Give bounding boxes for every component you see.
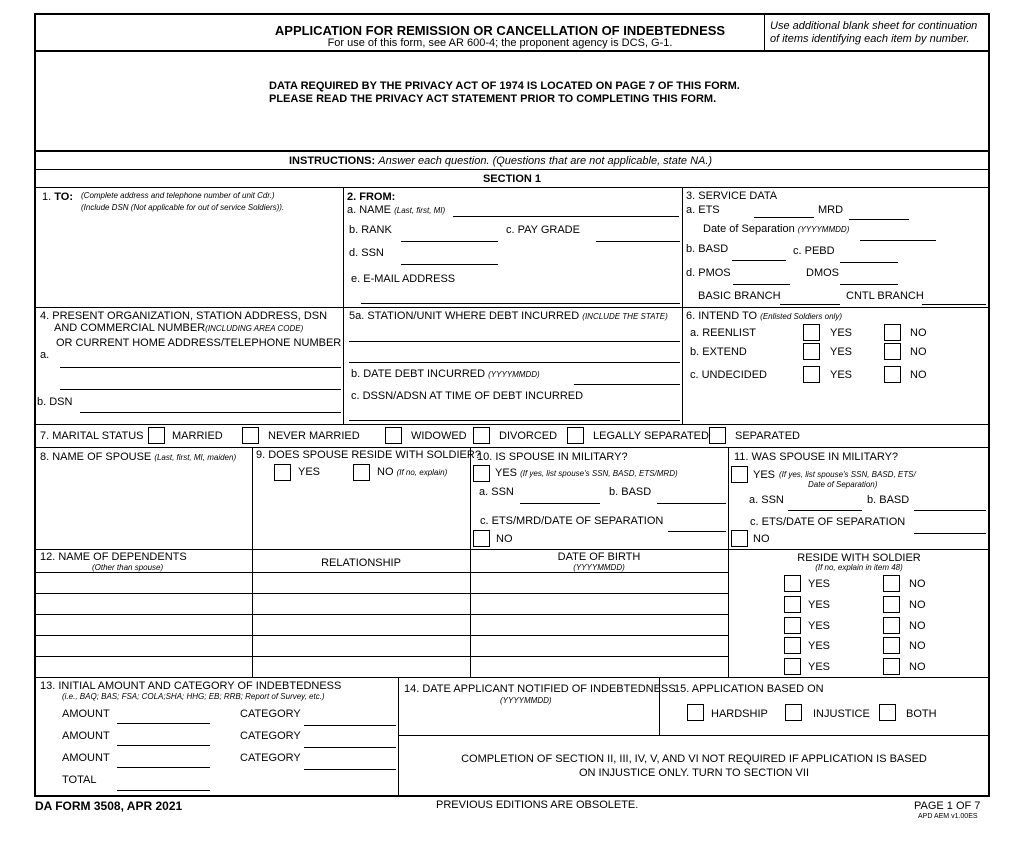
pmos-field[interactable] [733,284,790,285]
extend-no-checkbox[interactable] [884,343,901,360]
undecided-no-label: NO [910,369,927,381]
item8-label: 8. NAME OF SPOUSE (Last, first, MI, maiden) [40,451,237,463]
item2d-label: d. SSN [349,247,384,259]
ets-field[interactable] [754,217,814,218]
item2-label: 2. FROM: [347,191,396,203]
item13-label: 13. INITIAL AMOUNT AND CATEGORY OF INDEBTEDNESS [40,680,342,692]
category3-field[interactable] [304,769,396,770]
dsn-field[interactable] [80,412,341,413]
spouse-reside-no-label: NO (If no, explain) [377,466,448,478]
rank-field[interactable] [401,241,498,242]
item1-note2: (Include DSN (Not applicable for out of service Soldiers)). [81,203,285,212]
item11-note2: Date of Separation) [808,480,878,489]
item12-note: (Other than spouse) [92,563,164,572]
item3c-label: c. PEBD [793,245,835,257]
name-field[interactable] [453,216,679,217]
category1-field[interactable] [304,725,396,726]
page-number: PAGE 1 OF 7 [914,800,981,812]
item12-label: 12. NAME OF DEPENDENTS [40,551,187,563]
former-spouse-ssn-field[interactable] [788,510,862,511]
married-checkbox[interactable] [148,427,165,444]
item11b-label: b. BASD [867,494,910,506]
dependent5-reside-yes-checkbox[interactable] [784,658,801,675]
item14-note: (YYYYMMDD) [500,696,552,705]
dependent2-yes-label: YES [808,599,831,611]
dssn-field[interactable] [349,420,680,421]
former-spouse-sep-field[interactable] [914,533,986,534]
spouse-military-yes-label: YES (If yes, list spouse's SSN, BASD, ETS/MRD) [495,467,678,479]
dependent3-reside-no-checkbox[interactable] [883,617,900,634]
category2-field[interactable] [304,747,396,748]
ssn-field[interactable] [401,264,498,265]
dependent4-yes-label: YES [808,640,831,652]
item10-label: 10. IS SPOUSE IN MILITARY? [477,451,628,463]
dependent2-no-label: NO [909,599,926,611]
dependent5-reside-no-checkbox[interactable] [883,658,900,675]
dependent3-yes-label: YES [808,620,831,632]
never-married-label: NEVER MARRIED [268,430,360,442]
item4b-label: b. DSN [37,396,73,408]
legally-separated-label: LEGALLY SEPARATED [593,430,709,442]
item11c-label: c. ETS/DATE OF SEPARATION [750,516,906,528]
amount2-field[interactable] [117,745,210,746]
item4-line2: AND COMMERCIAL NUMBER(INCLUDING AREA CODE) [54,322,304,334]
amount2-label: AMOUNT [62,730,110,742]
pebd-field[interactable] [840,262,898,263]
item11a-label: a. SSN [749,494,784,506]
married-label: MARRIED [172,430,223,442]
spouse-was-military-yes-checkbox[interactable] [731,466,748,483]
item13-note: (i.e., BAQ; BAS; FSA; COLA;SHA; HHG; EB; RRB; Report of Survey, etc.) [62,692,325,701]
date-debt-incurred-field[interactable] [574,384,680,385]
spouse-reside-no-checkbox[interactable] [353,464,370,481]
basd-field[interactable] [732,260,786,261]
section-1-heading: SECTION 1 [482,173,542,185]
item5c-label: c. DSSN/ADSN AT TIME OF DEBT INCURRED [351,390,584,402]
dependent3-no-label: NO [909,620,926,632]
category3-label: CATEGORY [240,752,301,764]
item15-label: 15. APPLICATION BASED ON [674,683,824,695]
item6a-label: a. REENLIST [690,327,757,339]
item3-mrd-label: MRD [818,204,844,216]
dmos-field[interactable] [840,284,898,285]
reenlist-no-checkbox[interactable] [884,324,901,341]
form-number: DA FORM 3508, APR 2021 [35,799,183,813]
total-label: TOTAL [62,774,97,786]
item4-line3: OR CURRENT HOME ADDRESS/TELEPHONE NUMBER [56,337,342,349]
spouse-was-military-yes-label: YES [753,469,776,481]
item3-separation-label: Date of Separation (YYYYMMDD) [703,223,850,235]
item3-label: 3. SERVICE DATA [686,190,778,202]
item10a-label: a. SSN [479,486,514,498]
reenlist-no-label: NO [910,327,927,339]
spouse-basd-field[interactable] [657,503,726,504]
dependent4-reside-no-checkbox[interactable] [883,637,900,654]
total-field[interactable] [117,790,210,791]
category1-label: CATEGORY [240,708,301,720]
amount3-field[interactable] [117,767,210,768]
extend-no-label: NO [910,346,927,358]
instructions [289,155,712,168]
privacy-notice-line1: DATA REQUIRED BY THE PRIVACY ACT OF 1974 IS LOCATED ON PAGE 7 OF THIS FORM. [269,80,740,92]
amount3-label: AMOUNT [62,752,110,764]
pay-grade-field[interactable] [596,241,680,242]
both-checkbox[interactable] [879,704,896,721]
both-label: BOTH [906,708,937,720]
dependent1-yes-label: YES [808,578,831,590]
item6-label: 6. INTEND TO (Enlisted Soldiers only) [686,310,842,322]
item3a-label: a. ETS [686,204,720,216]
spouse-reside-yes-checkbox[interactable] [274,464,291,481]
widowed-checkbox[interactable] [385,427,402,444]
address-line1-field[interactable] [60,367,341,368]
item3-dmos-label: DMOS [806,267,839,279]
basic-branch-field[interactable] [780,304,840,305]
item10b-label: b. BASD [609,486,652,498]
category2-label: CATEGORY [240,730,301,742]
dependent4-no-label: NO [909,640,926,652]
item6c-label: c. UNDECIDED [690,369,768,381]
dependent5-no-label: NO [909,661,926,673]
dob-note: (YYYYMMDD) [573,563,625,572]
item2a-label: a. NAME (Last, first, MI) [347,204,446,216]
address-line2-field[interactable] [60,389,341,390]
obsolete-note: PREVIOUS EDITIONS ARE OBSOLETE. [436,799,639,811]
item1-note1: (Complete address and telephone number of unit Cdr.) [81,191,275,200]
item5b-label: b. DATE DEBT INCURRED (YYYYMMDD) [351,368,540,380]
relationship-header: RELATIONSHIP [321,557,401,569]
undecided-yes-label: YES [830,369,853,381]
dependent2-reside-yes-checkbox[interactable] [784,596,801,613]
item6b-label: b. EXTEND [690,346,747,358]
item3-cntl-branch-label: CNTL BRANCH [846,290,924,302]
dependent1-reside-yes-checkbox[interactable] [784,575,801,592]
reside-header: RESIDE WITH SOLDIER [797,552,921,564]
item11-label: 11. WAS SPOUSE IN MILITARY? [734,451,899,463]
dependent3-reside-yes-checkbox[interactable] [784,617,801,634]
item7-label: 7. MARITAL STATUS [40,430,144,442]
reenlist-yes-label: YES [830,327,853,339]
widowed-label: WIDOWED [411,430,467,442]
email-field[interactable] [361,303,680,304]
privacy-notice-line2: PLEASE READ THE PRIVACY ACT STATEMENT PRIOR TO COMPLETING THIS FORM. [269,93,717,105]
item5a-label: 5a. STATION/UNIT WHERE DEBT INCURRED (INCLUDE THE STATE) [349,310,668,322]
spouse-ssn-field[interactable] [520,503,600,504]
reenlist-yes-checkbox[interactable] [803,324,820,341]
version-label: APD AEM v1.00ES [918,813,978,820]
item11-note1: (If yes, list spouse's SSN, BASD, ETS/ [779,470,916,479]
amount1-field[interactable] [117,723,210,724]
station-unit-field2[interactable] [349,362,680,363]
dependent1-reside-no-checkbox[interactable] [883,575,900,592]
separated-checkbox[interactable] [709,427,726,444]
extend-yes-checkbox[interactable] [803,343,820,360]
item2e-label: e. E-MAIL ADDRESS [351,273,456,285]
hardship-checkbox[interactable] [687,704,704,721]
extend-yes-label: YES [830,346,853,358]
spouse-military-yes-checkbox[interactable] [473,465,490,482]
spouse-ets-field[interactable] [668,531,726,532]
dob-header: DATE OF BIRTH [557,551,641,563]
never-married-checkbox[interactable] [242,427,259,444]
item3-basic-branch-label: BASIC BRANCH [698,290,781,302]
dependent2-reside-no-checkbox[interactable] [883,596,900,613]
item4-line1: 4. PRESENT ORGANIZATION, STATION ADDRESS, DSN [40,310,328,322]
divorced-label: DIVORCED [499,430,558,442]
item2b-label: b. RANK [349,224,392,236]
item9-label: 9. DOES SPOUSE RESIDE WITH SOLDIER? [256,449,481,461]
former-spouse-basd-field[interactable] [914,510,986,511]
undecided-no-checkbox[interactable] [884,366,901,383]
item2c-label: c. PAY GRADE [506,224,580,236]
undecided-yes-checkbox[interactable] [803,366,820,383]
continuation-note: Use additional blank sheet for continuation of items identifying each item by number. [770,20,978,45]
item3b-label: b. BASD [686,243,729,255]
instructions-text: Answer each question. (Questions that are not applicable, state NA.) [378,155,713,167]
item4a-label: a. [40,349,50,361]
spouse-military-no-checkbox[interactable] [473,530,490,547]
instructions-label: INSTRUCTIONS: [289,155,376,167]
dependent1-no-label: NO [909,578,926,590]
spouse-reside-yes-label: YES [298,466,321,478]
injustice-checkbox[interactable] [785,704,802,721]
dependent4-reside-yes-checkbox[interactable] [784,637,801,654]
separated-label: SEPARATED [735,430,800,442]
completion-note-line1: COMPLETION OF SECTION II, III, IV, V, AND VI NOT REQUIRED IF APPLICATION IS BASED [461,753,927,765]
form-title: APPLICATION FOR REMISSION OR CANCELLATION OF INDEBTEDNESS [274,23,726,38]
station-unit-field1[interactable] [349,341,680,342]
item14-label: 14. DATE APPLICANT NOTIFIED OF INDEBTEDNESS [404,683,676,695]
amount1-label: AMOUNT [62,708,110,720]
item1-label: 1. TO: [42,191,73,203]
injustice-label: INJUSTICE [813,708,870,720]
spouse-was-military-no-checkbox[interactable] [731,530,748,547]
spouse-was-military-no-label: NO [753,533,770,545]
form-subtitle: For use of this form, see AR 600-4; the proponent agency is DCS, G-1. [327,37,673,49]
completion-note-line2: ON INJUSTICE ONLY. TURN TO SECTION VII [578,767,810,779]
spouse-military-no-label: NO [496,533,513,545]
dependent5-yes-label: YES [808,661,831,673]
cntl-branch-field[interactable] [922,304,986,305]
divorced-checkbox[interactable] [473,427,490,444]
mrd-field[interactable] [849,219,909,220]
item10c-label: c. ETS/MRD/DATE OF SEPARATION [480,515,664,527]
reside-note: (If no, explain in item 48) [815,563,903,572]
legally-separated-checkbox[interactable] [567,427,584,444]
hardship-label: HARDSHIP [711,708,768,720]
separation-date-field[interactable] [860,240,936,241]
item3d-label: d. PMOS [686,267,731,279]
